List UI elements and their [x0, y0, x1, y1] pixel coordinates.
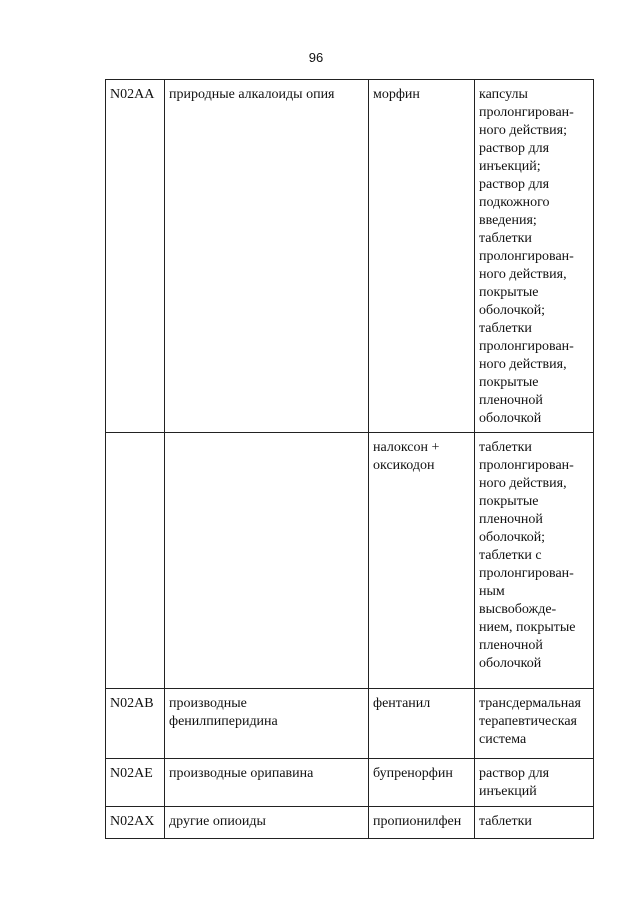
table-row [106, 80, 594, 433]
table-row [106, 689, 594, 759]
drug-name-cell: бупренорфин [369, 759, 475, 807]
atc-code-cell: N02AA [106, 80, 165, 433]
dosage-form-cell: раствор для инъекций [475, 759, 594, 807]
atc-code-cell: N02AE [106, 759, 165, 807]
dosage-form-cell: таблетки [475, 807, 594, 839]
group-name-cell [165, 433, 369, 689]
group-name-cell: другие опиоиды [165, 807, 369, 839]
table-row [106, 433, 594, 689]
atc-code-cell: N02AX [106, 807, 165, 839]
dosage-form-cell: таблетки пролонгирован- ного действия, покрытые пленочной оболочкой; таблетки с пролонгирован- ным высвобожде- нием, покрытые пленочной оболочкой [475, 433, 594, 689]
table-row [106, 807, 594, 839]
dosage-form-cell: капсулы пролонгирован- ного действия; раствор для инъекций; раствор для подкожного введения; таблетки пролонгирован- ного действия, покрытые оболочкой; таблетки пролонгирован- ного действия, покрытые пленочной оболочкой [475, 80, 594, 433]
drug-table [105, 79, 594, 839]
drug-name-cell: пропионилфен [369, 807, 475, 839]
atc-code-cell [106, 433, 165, 689]
group-name-cell: производные орипавина [165, 759, 369, 807]
table-row [106, 759, 594, 807]
group-name-cell: производные фенилпиперидина [165, 689, 369, 759]
drug-name-cell: морфин [369, 80, 475, 433]
dosage-form-cell: трансдермальная терапевтическая система [475, 689, 594, 759]
atc-code-cell: N02AB [106, 689, 165, 759]
drug-name-cell: налоксон + оксикодон [369, 433, 475, 689]
page-number: 96 [308, 50, 324, 65]
group-name-cell: природные алкалоиды опия [165, 80, 369, 433]
drug-name-cell: фентанил [369, 689, 475, 759]
